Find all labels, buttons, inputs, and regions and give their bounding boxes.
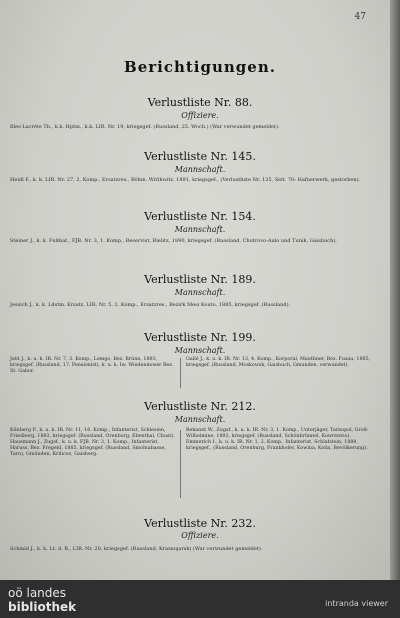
section-heading: Verlustliste Nr. 212. xyxy=(144,400,256,413)
column-divider xyxy=(180,430,181,498)
section-subheading: Mannschaft. xyxy=(174,346,226,355)
section-heading: Verlustliste Nr. 145. xyxy=(144,150,256,163)
page-title: Berichtigungen. xyxy=(124,58,276,76)
column-divider xyxy=(180,358,181,388)
entry-right-column: Bekannt W., Zugsf., k. u. k. IR. Nr. 3, 1. Komp., Unterjäger, Tarnopol, Groß-Wilhelmine, 1892, kriegsgef. (Russland, Schönbrünnel, Kowrentso). Emmerich I., k. u. k. IR. Nr. 1, 2. Komp., Infanterist, Schlafstein, 1889, kriegsgef., (Russland, Orenburg, Frankhofer, Kowina, Kolin, Bevölkerung). xyxy=(186,428,369,451)
section-heading: Verlustliste Nr. 88. xyxy=(147,96,253,109)
library-logo-line1[interactable]: oö landes xyxy=(8,586,67,600)
section-entry: Heidl F., k. k. LIR. Nr. 27, 2. Komp., Ersatzres., Böhm. Wittkwitz, 1891, kriegsgef., (Verlustliste Nr. 135, Selt. 70: Hafnerwerk, gestorben). xyxy=(10,177,361,183)
section-subheading: Mannschaft. xyxy=(174,225,226,234)
entry-right-column: Gallé J., k. u. k. IR. Nr. 13, 4. Komp., Korporal, Mauthner, Bez. Fusau, 1885, kriegsgef. (Russland, Moskowsk, Gaisbuch, Gmunden, verwundet). xyxy=(186,357,371,368)
section-subheading: Offiziere. xyxy=(181,531,219,540)
section-subheading: Offiziere. xyxy=(181,111,219,120)
section-heading: Verlustliste Nr. 199. xyxy=(144,331,256,344)
section-heading: Verlustliste Nr. 232. xyxy=(144,517,256,530)
section-subheading: Mannschaft. xyxy=(174,165,226,174)
section-heading: Verlustliste Nr. 189. xyxy=(144,273,256,286)
library-logo-line2[interactable]: bibliothek xyxy=(8,600,77,614)
viewer-label[interactable]: intranda viewer xyxy=(325,599,388,608)
entry-left-column: Jelit J., k. u. k. IR. Nr. 7, 3. Komp., Lemgo, Bez. Brünn, 1893, kriegsgef. (Russland, 17. Pensionist), k. u. k. Iw. Wiedenmoser Bez. St. Gabor. xyxy=(10,357,174,374)
page-number: 47 xyxy=(354,12,366,22)
section-subheading: Mannschaft. xyxy=(174,288,226,297)
section-entry: Illes-Lacréte Th., k.k. Hptm., k.k. LIR. Nr. 19, kriegsgef. (Russland, 25. Woch.) (War verwundet gemeldet). xyxy=(10,124,280,130)
entry-left-column: Kilnberg P., k. u. k. IR. Nr. 11, 16. Komp., Infanterist, Schlesien, Friedberg, 1893, kriegsgef. (Russland, Orenburg, Ebenthal, Chust). Hausmann J., Zugsf., k. u. k. FJB. Nr. 3, 1. Komp., Infanterist, Haruss, Bez. Fregeld, 1885, kriegsgef. (Russland, Smolnabasse, Tarn), Gmünden, Krilicoz, Gaisberg. xyxy=(10,428,175,457)
section-subheading: Mannschaft. xyxy=(174,415,226,424)
section-entry: Jessich J., k. k. Ldstm. Ersatz, LIR. Nr. 5, 2. Komp., Ersatzres., Bezirk Mesi Kouto, 1885, kriegsgef. (Russland). xyxy=(10,302,291,308)
section-entry: Steiner J., k. k. Fußbat., FJB. Nr. 3, 1. Komp., Reservist, Bielitz, 1890, kriegsgef. (Russland, Chutrovo-Aulo und Tunik, Gaisbuch). xyxy=(10,238,337,244)
section-entry: Schmid J., k. k. Lt. d. R., LIR. Nr. 20, kriegsgef. (Russland, Krasnojarsk) (War verwundet gemeldet). xyxy=(10,546,263,552)
section-heading: Verlustliste Nr. 154. xyxy=(144,210,256,223)
